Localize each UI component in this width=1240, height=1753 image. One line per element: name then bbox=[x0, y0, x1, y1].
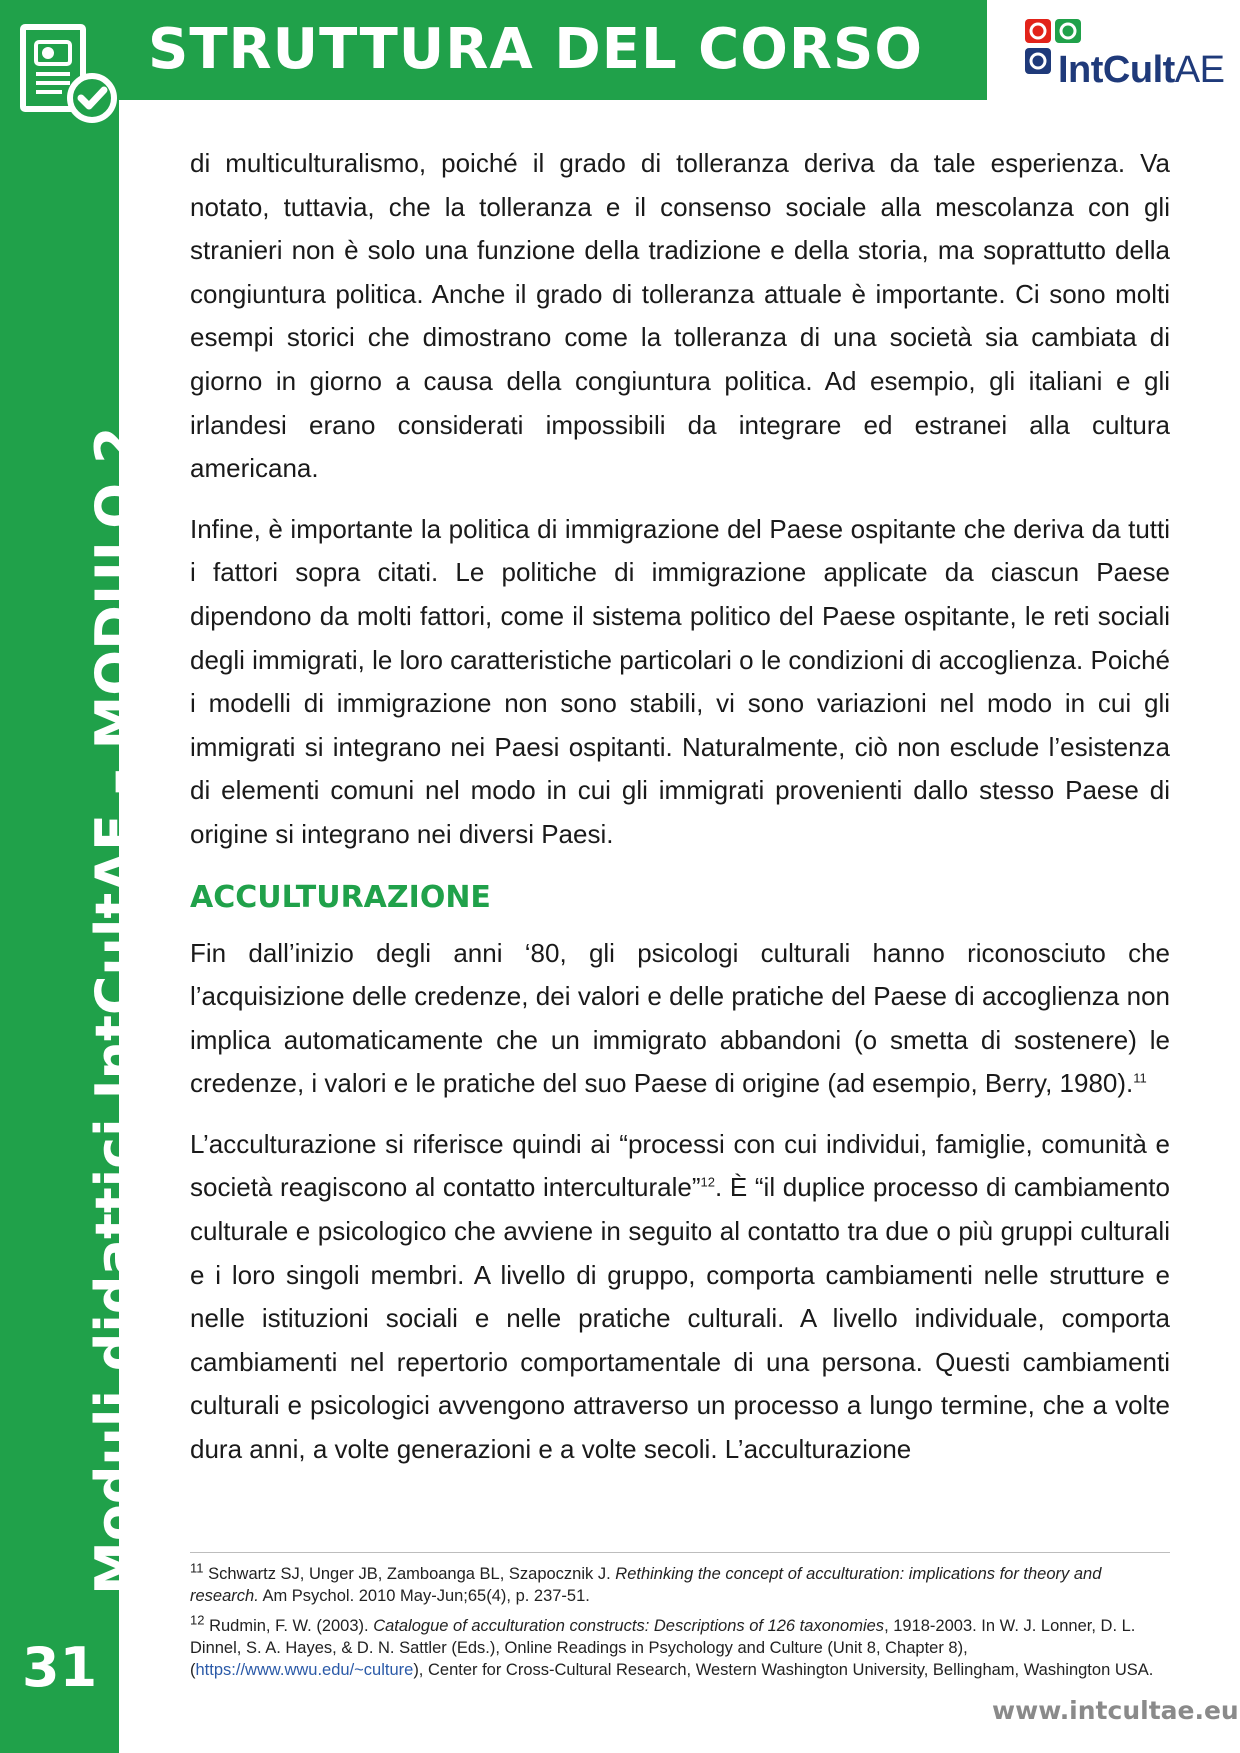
footnote-12 bbox=[190, 1612, 1170, 1681]
body-paragraph-4 bbox=[190, 1123, 1170, 1472]
body-paragraph-1: di multiculturalismo, poiché il grado di tolleranza deriva da tale esperienza. Va notato, tuttavia, che la tolleranza e il consenso sociale alla mescolanza con gli stranieri non è solo una funzione della tradizione e della storia, ma soprattutto della congiuntura politica. Anche il grado di tolleranza attuale è importante. Ci sono molti esempi storici che dimostrano come la tolleranza di una società sia cambiata di giorno in giorno a causa della congiuntura politica. Ad esempio, gli italiani e gli irlandesi erano considerati impossibili da integrare ed estranei alla cultura americana. bbox=[190, 148, 1170, 484]
paragraph-3-text: Fin dall’inizio degli anni ‘80, gli psicologi culturali hanno riconosciuto che l’acquisizione delle credenze, dei valori e delle pratiche del Paese di accoglienza non implica automaticamente che un immigrato abbandoni (o smetta di sostenere) le credenze, i valori e le pratiche del suo Paese di origine (ad esempio, Berry, 1980). bbox=[190, 937, 1170, 1099]
page-number: 31 bbox=[22, 1636, 98, 1699]
footnote-number: 12 bbox=[190, 1612, 205, 1628]
intcultae-logo bbox=[1024, 18, 1225, 91]
footnote-title: Catalogue of acculturation constructs: Descriptions of 126 taxonomies bbox=[373, 1617, 885, 1635]
body-paragraph-3 bbox=[190, 932, 1170, 1106]
footnote-source-end: ), Center for Cross-Cultural Research, Western Washington University, Bellingham, Washington USA. bbox=[413, 1661, 1154, 1679]
footnote-authors: Rudmin, F. W. (2003). bbox=[209, 1617, 374, 1635]
main-content bbox=[190, 142, 1170, 1489]
footnotes bbox=[190, 1552, 1170, 1689]
footnote-source: Am Psychol. 2010 May-Jun;65(4), p. 237-51. bbox=[258, 1587, 590, 1605]
section-heading-acculturazione: ACCULTURAZIONE bbox=[190, 879, 491, 915]
sidebar bbox=[0, 0, 147, 1753]
document-checklist-icon bbox=[18, 22, 122, 130]
logo-text-bold: IntCult bbox=[1058, 49, 1175, 91]
sidebar-vertical-title: Moduli didattici IntCultAE – MODULO 2 bbox=[84, 426, 147, 1595]
footnote-number: 11 bbox=[190, 1560, 204, 1576]
footnote-authors: Schwartz SJ, Unger JB, Zamboanga BL, Szapocznik J. bbox=[208, 1565, 616, 1583]
paragraph-4-text-a: L’acculturazione si riferisce quindi ai “processi con cui individui, famiglie, comunità e società reagiscono al contatto interculturale” bbox=[190, 1128, 1170, 1203]
logo-text-light: AE bbox=[1174, 49, 1225, 91]
footnote-title: Rethinking the concept of acculturation: implications for theory and research. bbox=[190, 1565, 1102, 1605]
website-url[interactable]: www.intcultae.eu bbox=[992, 1696, 1239, 1725]
footnote-source: , 1918-2003. In W. J. Lonner, D. L. Dinnel, S. A. Hayes, & D. N. Sattler (Eds.), Online Readings in Psychology and Culture (Unit 8, Chapter 8), ( bbox=[190, 1617, 1136, 1679]
footnote-ref-12[interactable]: 12 bbox=[700, 1174, 715, 1190]
paragraph-4-text-b: . È “il duplice processo di cambiamento culturale e psicologico che avviene in seguito al contatto tra due o più gruppi culturali e i loro singoli membri. A livello di gruppo, comporta cambiamenti nelle strutture e nelle istituzioni sociali e nelle pratiche culturali. A livello individuale, comporta cambiamenti nel repertorio comportamentale di una persona. Questi cambiamenti culturali e psicologici avvengono attraverso un processo a lungo termine, che a volte dura anni, a volte generazioni e a volte secoli. L’acculturazione bbox=[190, 1172, 1170, 1465]
body-paragraph-2: Infine, è importante la politica di immigrazione del Paese ospitante che deriva da tutti i fattori sopra citati. Le politiche di immigrazione applicate da ciascun Paese dipendono da molti fattori, come il sistema politico del Paese ospitante, le reti sociali degli immigrati, le loro caratteristiche particolari o le condizioni di accoglienza. Poiché i modelli di immigrazione non sono stabili, vi sono variazioni nel modo in cui gli immigrati si integrano nei Paesi ospitanti. Naturalmente, ciò non esclude l’esistenza di elementi comuni nel modo in cui gli immigrati provenienti dallo stesso Paese di origine si integrano nei diversi Paesi. bbox=[190, 513, 1170, 849]
footnote-ref-11[interactable]: 11 bbox=[1133, 1070, 1147, 1086]
logo-wordmark bbox=[1058, 48, 1225, 92]
page-title: STRUTTURA DEL CORSO bbox=[148, 17, 923, 82]
footnote-link[interactable]: https://www.wwu.edu/~culture bbox=[195, 1661, 414, 1679]
footnote-11 bbox=[190, 1560, 1170, 1607]
